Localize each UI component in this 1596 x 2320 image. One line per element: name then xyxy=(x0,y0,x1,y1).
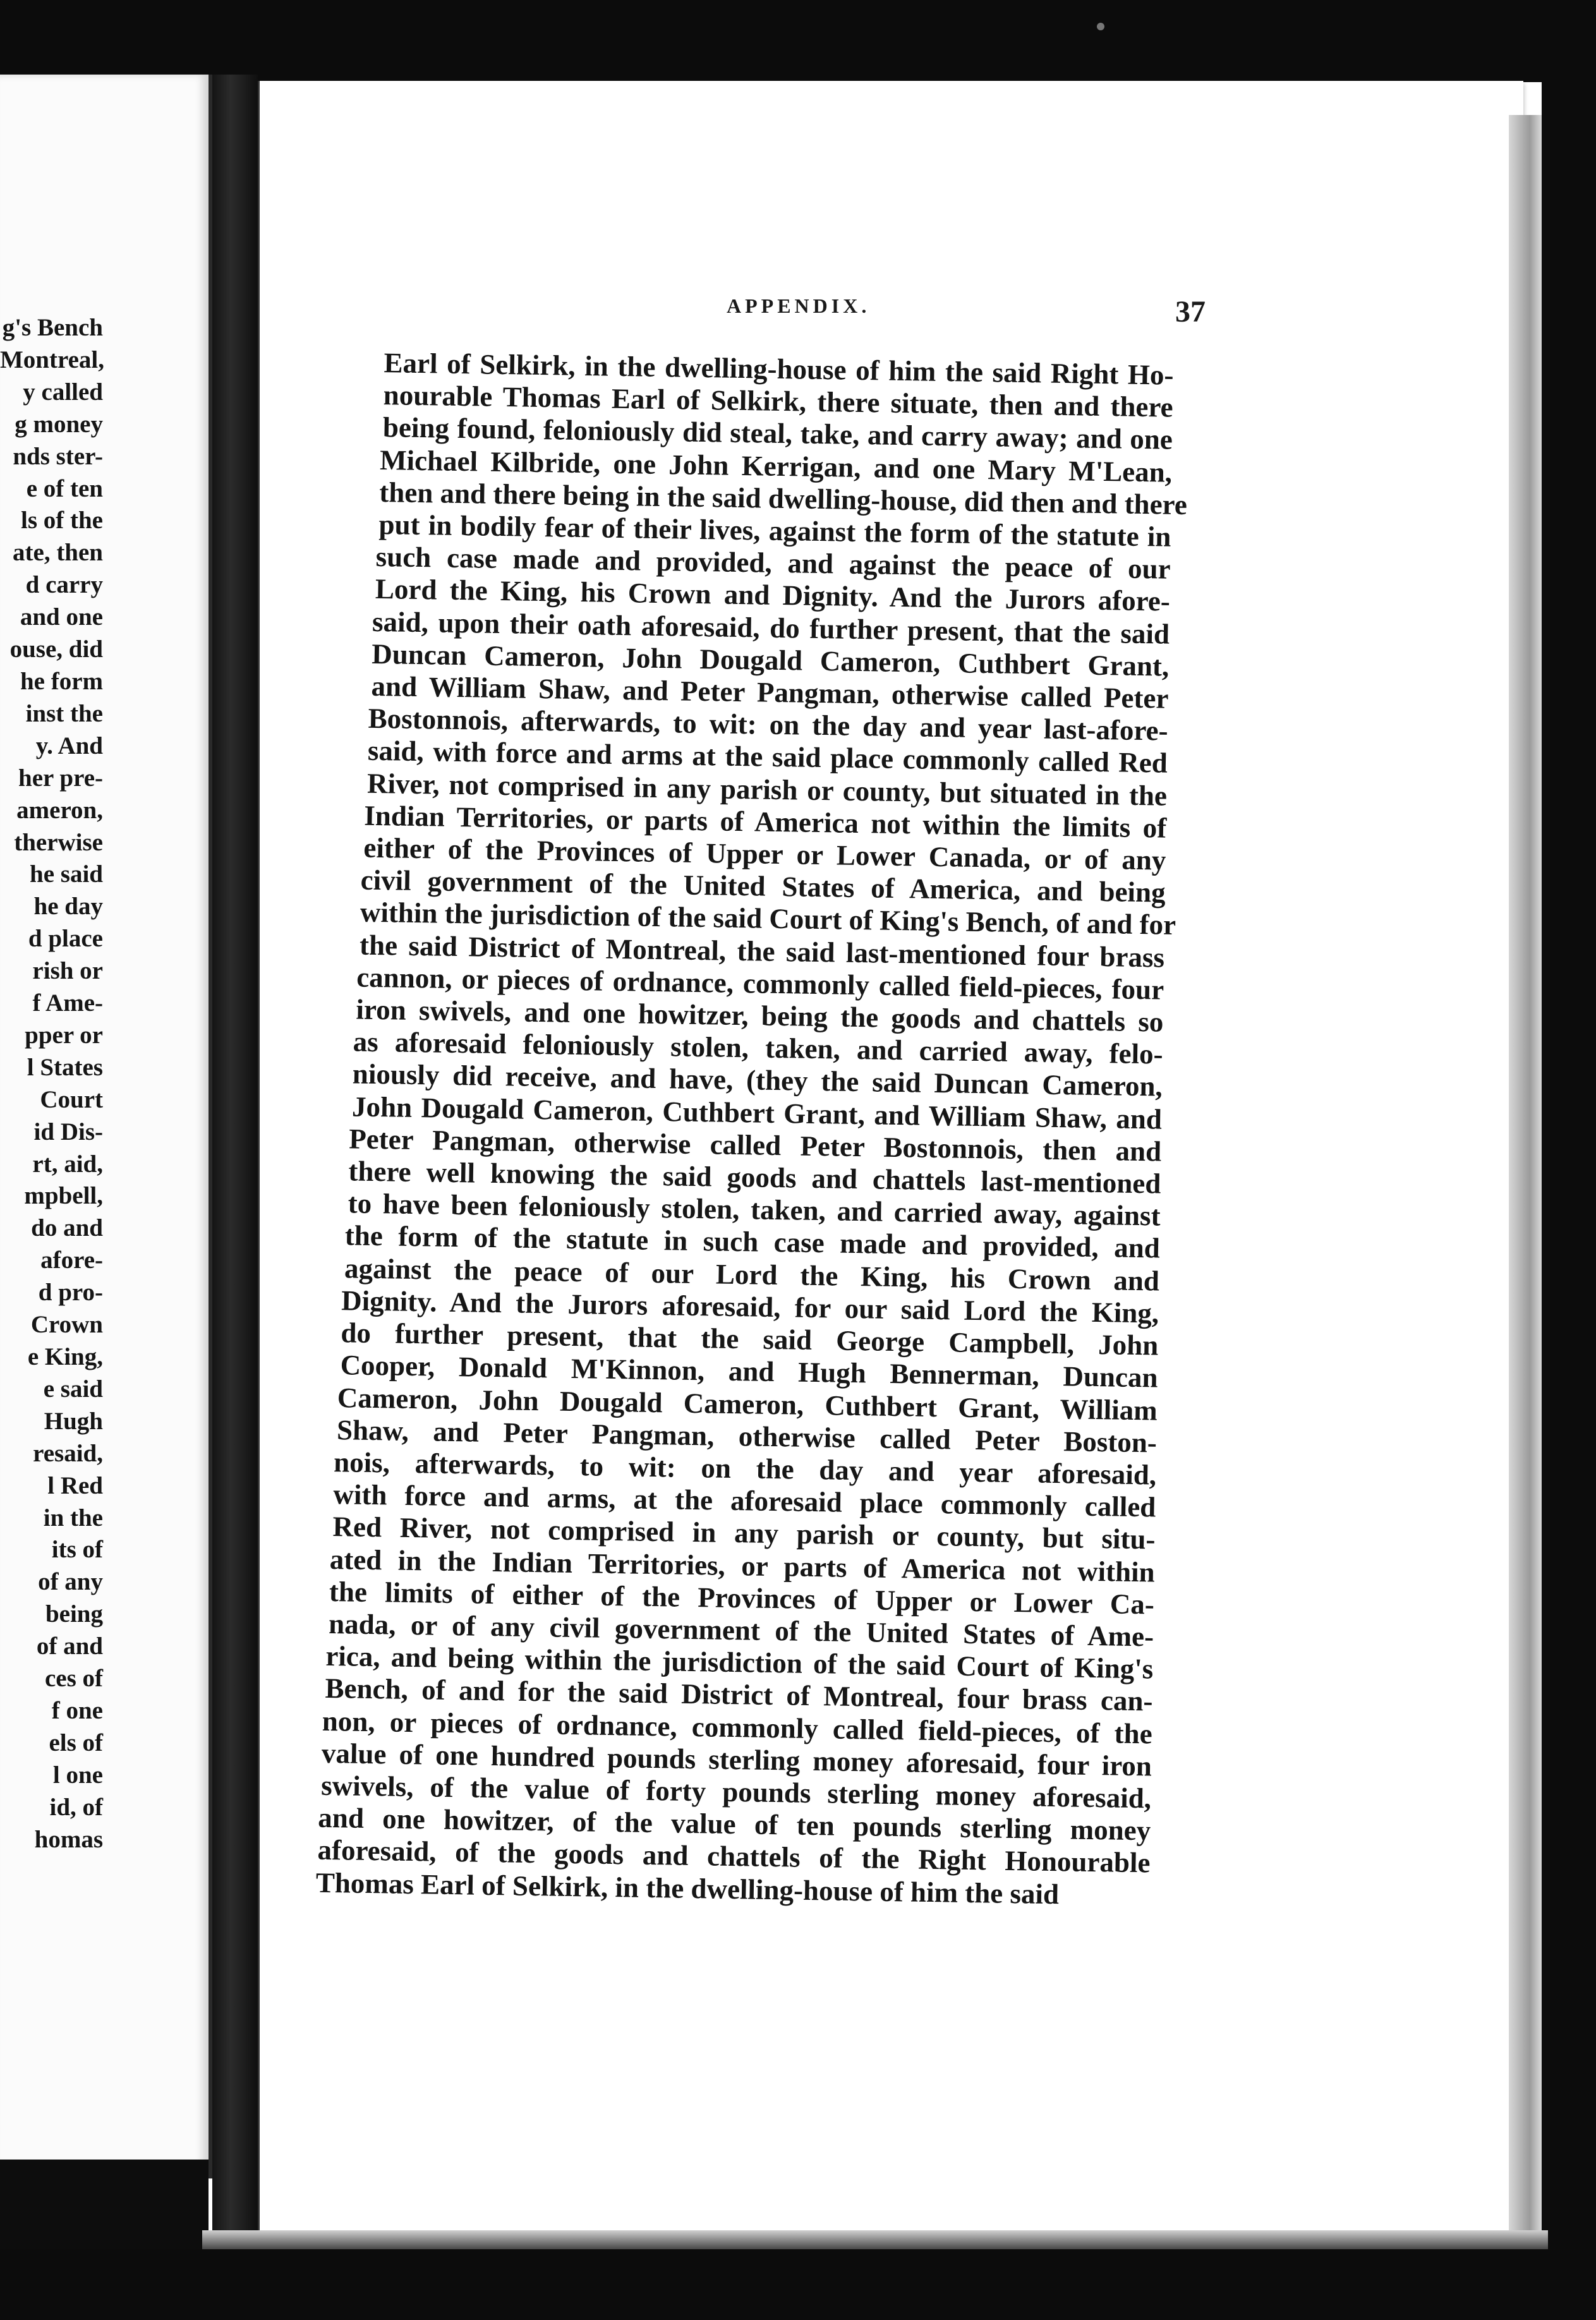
left-page-line: of and xyxy=(36,1633,103,1660)
body-line: being found, feloniously did steal, take, and carry away; and one xyxy=(382,411,1173,456)
left-page-line: mpbell, xyxy=(24,1182,103,1210)
left-page-line: Crown xyxy=(30,1311,103,1339)
left-page-line: Montreal, xyxy=(0,346,104,373)
left-page-line: d pro- xyxy=(38,1279,103,1307)
left-page-line: e of ten xyxy=(26,474,103,502)
body-line: put in bodily fear of their lives, against the form of the statute in xyxy=(378,509,1171,553)
left-page-line: of any xyxy=(38,1568,103,1596)
body-line: with force and arms, at the aforesaid place commonly called xyxy=(333,1478,1156,1523)
left-page-line: e King, xyxy=(27,1343,103,1370)
body-line: Bench, of and for the said District of Montreal, four brass can- xyxy=(325,1672,1153,1717)
body-line: River, not comprised in any parish or county, but situated in the xyxy=(366,767,1168,812)
body-line: Bostonnois, afterwards, to wit: on the day and year last-afore- xyxy=(368,703,1168,747)
left-page-line: its of xyxy=(51,1536,103,1564)
page-body-text xyxy=(315,346,1188,1912)
left-page-line: l Red xyxy=(47,1471,103,1499)
left-page-line: d place xyxy=(28,925,103,953)
body-line: and one howitzer, of the value of ten pounds sterling money xyxy=(318,1801,1151,1847)
body-line: niously did receive, and have, (they the said Duncan Cameron, xyxy=(352,1058,1163,1103)
left-page-line: g money xyxy=(15,410,103,438)
left-page-line: y. And xyxy=(35,732,103,759)
body-line: cannon, or pieces of ordnance, commonly called field-pieces, four xyxy=(356,961,1164,1006)
left-page-line: resaid, xyxy=(33,1439,103,1467)
left-page-line: inst the xyxy=(25,699,103,727)
left-page-line: els of xyxy=(49,1729,103,1756)
body-line: Michael Kilbride, one John Kerrigan, and one Mary M'Lean, xyxy=(379,444,1173,488)
body-line: nois, afterwards, to wit: on the day and year aforesaid, xyxy=(333,1446,1157,1491)
left-page-text xyxy=(0,312,103,1856)
body-line: as aforesaid feloniously stolen, taken, and carried away, felo- xyxy=(353,1025,1163,1070)
body-line: Cameron, John Dougald Cameron, Cuthbert Grant, William xyxy=(337,1381,1158,1427)
body-line: ated in the Indian Territories, or parts of America not within xyxy=(329,1543,1156,1588)
left-page-line: he day xyxy=(33,893,103,921)
body-line: there well knowing the said goods and chattels last-mentioned xyxy=(348,1155,1161,1200)
body-line: such case made and provided, and against the peace of our xyxy=(375,541,1171,585)
body-line: Indian Territories, or parts of America not within the limits of xyxy=(363,799,1167,844)
body-line: do further present, that the said George Campbell, John xyxy=(341,1317,1159,1362)
body-line: rica, and being within the jurisdiction of the said Court of King's xyxy=(325,1640,1154,1685)
left-page-line: f one xyxy=(51,1696,103,1724)
body-line: the said District of Montreal, the said last-mentioned four brass xyxy=(359,929,1165,974)
left-page-line: rt, aid, xyxy=(32,1150,103,1178)
body-line: Shaw, and Peter Pangman, otherwise called Peter Boston- xyxy=(336,1413,1158,1459)
left-page-line: afore- xyxy=(40,1247,103,1274)
left-page-line: Court xyxy=(40,1085,103,1113)
running-head: APPENDIX. xyxy=(727,294,871,317)
body-line: either of the Provinces of Upper or Lower Canada, or of any xyxy=(363,831,1166,876)
left-page-line: being xyxy=(45,1600,103,1628)
body-line: the limits of either of the Provinces of Upper or Lower Ca- xyxy=(329,1575,1155,1621)
left-page-line: her pre- xyxy=(18,764,103,792)
body-line: the form of the statute in such case made and provided, and xyxy=(344,1219,1161,1265)
left-page-line: g's Bench xyxy=(2,314,103,341)
body-line: John Dougald Cameron, Cuthbert Grant, and William Shaw, and xyxy=(351,1091,1163,1135)
left-page-line: ouse, did xyxy=(9,636,103,663)
body-line: nada, or of any civil government of the United States of Ame- xyxy=(328,1607,1154,1653)
left-page-line: d carry xyxy=(25,571,103,599)
body-line: and William Shaw, and Peter Pangman, otherwise called Peter xyxy=(371,670,1169,715)
left-page-line: l one xyxy=(52,1761,103,1789)
body-line: said, upon their oath aforesaid, do further present, that the said xyxy=(372,605,1170,650)
left-page-line: pper or xyxy=(25,1021,103,1049)
scan-background-bottom xyxy=(0,2249,1596,2320)
left-page-line: id, of xyxy=(49,1793,103,1821)
left-page-line: do and xyxy=(31,1214,103,1242)
left-page-line: rish or xyxy=(32,957,103,985)
body-line: said, with force and arms at the said place commonly called Red xyxy=(367,735,1168,780)
left-page-line: homas xyxy=(34,1825,103,1853)
body-line: Peter Pangman, otherwise called Peter Bostonnois, then and xyxy=(348,1123,1162,1168)
left-page-line: and one xyxy=(20,603,103,631)
left-page-line: he form xyxy=(20,667,103,695)
left-page-line: therwise xyxy=(14,828,103,856)
body-line: Red River, not comprised in any parish or county, but situ- xyxy=(332,1511,1156,1556)
body-line: nourable Thomas Earl of Selkirk, there situate, then and there xyxy=(383,379,1174,423)
scan-background-right xyxy=(1542,82,1596,2320)
body-line: to have been feloniously stolen, taken, and carried away, against xyxy=(348,1187,1161,1232)
dust-speck xyxy=(1097,23,1104,30)
body-line: Lord the King, his Crown and Dignity. And the Jurors afore- xyxy=(375,573,1171,618)
body-line: value of one hundred pounds sterling money aforesaid, four iron xyxy=(321,1737,1152,1782)
left-page-line: l States xyxy=(27,1053,103,1081)
body-line: within the jurisdiction of the said Court of King's Bench, of and for xyxy=(360,897,1176,941)
book-gutter xyxy=(212,75,258,2267)
left-page-line: nds ster- xyxy=(13,442,103,470)
page-number: 37 xyxy=(1175,295,1206,329)
body-line: Dignity. And the Jurors aforesaid, for our said Lord the King, xyxy=(341,1284,1159,1329)
left-page-line: he said xyxy=(30,861,103,888)
left-page-bottom-shadow xyxy=(0,2160,209,2261)
body-line: Thomas Earl of Selkirk, in the dwelling-house of him the said xyxy=(315,1866,1060,1910)
left-page-line: ls of the xyxy=(21,507,103,535)
body-line: civil government of the United States of America, and being xyxy=(360,864,1166,909)
left-page-line: Hugh xyxy=(44,1407,103,1435)
left-page-line: ate, then xyxy=(13,539,103,567)
body-line: swivels, of the value of forty pounds sterling money aforesaid, xyxy=(320,1769,1152,1815)
left-page-line: in the xyxy=(43,1504,103,1532)
body-line: then and there being in the said dwelling-house, did then and there xyxy=(378,476,1188,521)
body-line: aforesaid, of the goods and chattels of the Right Honourable xyxy=(317,1834,1151,1879)
left-page-line: e said xyxy=(43,1375,103,1403)
body-line: Duncan Cameron, John Dougald Cameron, Cuthbert Grant, xyxy=(371,637,1170,682)
left-page-line: ameron, xyxy=(16,796,103,824)
body-line: iron swivels, and one howitzer, being the goods and chattels so xyxy=(356,993,1164,1038)
body-line: non, or pieces of ordnance, commonly called field-pieces, of the xyxy=(322,1705,1153,1749)
body-line: against the peace of our Lord the King, his Crown and xyxy=(344,1252,1160,1297)
left-page-line: f Ame- xyxy=(32,989,103,1017)
left-page-line: id Dis- xyxy=(33,1118,103,1145)
left-page-line: y called xyxy=(23,378,103,406)
scan-background-top xyxy=(0,0,1596,82)
body-line: Earl of Selkirk, in the dwelling-house of him the said Right Ho- xyxy=(384,347,1174,391)
body-line: Cooper, Donald M'Kinnon, and Hugh Bennerman, Duncan xyxy=(340,1349,1158,1394)
left-page-line: ces of xyxy=(44,1665,103,1693)
